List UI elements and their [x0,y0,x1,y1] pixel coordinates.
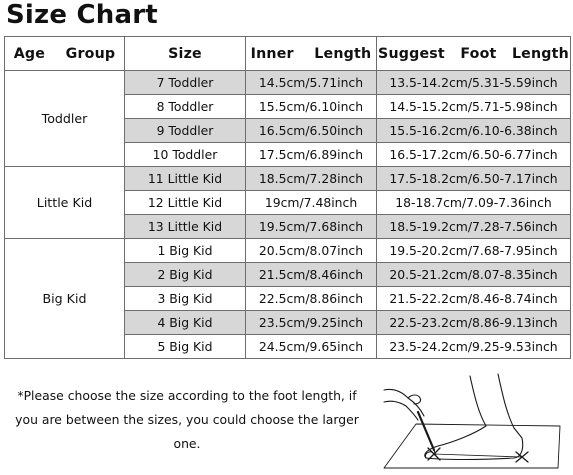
foot-length-cell: 23.5-24.2cm/9.25-9.53inch [377,335,571,359]
age-group-cell: Little Kid [5,167,125,239]
inner-length-cell: 23.5cm/9.25inch [246,311,377,335]
header-inner-length: Inner Length [246,37,377,71]
foot-length-cell: 18.5-19.2cm/7.28-7.56inch [377,215,571,239]
inner-length-cell: 18.5cm/7.28inch [246,167,377,191]
sizing-note [12,384,362,456]
foot-length-cell: 19.5-20.2cm/7.68-7.95inch [377,239,571,263]
foot-length-cell: 17.5-18.2cm/6.50-7.17inch [377,167,571,191]
size-cell: 10 Toddler [125,143,246,167]
table-header-row [5,37,571,71]
age-group-cell: Big Kid [5,239,125,359]
size-cell: 3 Big Kid [125,287,246,311]
foot-length-cell: 14.5-15.2cm/5.71-5.98inch [377,95,571,119]
inner-length-cell: 19cm/7.48inch [246,191,377,215]
size-cell: 5 Big Kid [125,335,246,359]
age-group-cell: Toddler [5,71,125,167]
foot-length-cell: 16.5-17.2cm/6.50-6.77inch [377,143,571,167]
size-chart-table [4,36,571,359]
inner-length-cell: 16.5cm/6.50inch [246,119,377,143]
inner-length-cell: 22.5cm/8.86inch [246,287,377,311]
inner-length-cell: 20.5cm/8.07inch [246,239,377,263]
inner-length-cell: 19.5cm/7.68inch [246,215,377,239]
note-line: one. [173,436,201,451]
header-age-group: Age Group [5,37,125,71]
size-cell: 4 Big Kid [125,311,246,335]
note-line: *Please choose the size according to the foot length, if [17,388,357,403]
size-cell: 9 Toddler [125,119,246,143]
size-cell: 12 Little Kid [125,191,246,215]
inner-length-cell: 21.5cm/8.46inch [246,263,377,287]
foot-length-cell: 18-18.7cm/7.09-7.36inch [377,191,571,215]
foot-length-cell: 15.5-16.2cm/6.10-6.38inch [377,119,571,143]
size-cell: 7 Toddler [125,71,246,95]
header-suggest-foot-length: Suggest Foot Length [377,37,571,71]
table-row [5,239,571,263]
header-size: Size [125,37,246,71]
page-title: Size Chart [6,0,158,30]
foot-length-cell: 21.5-22.2cm/8.46-8.74inch [377,287,571,311]
foot-length-cell: 22.5-23.2cm/8.86-9.13inch [377,311,571,335]
note-line: you are between the sizes, you could choose the larger [15,412,359,427]
inner-length-cell: 24.5cm/9.65inch [246,335,377,359]
inner-length-cell: 17.5cm/6.89inch [246,143,377,167]
inner-length-cell: 15.5cm/6.10inch [246,95,377,119]
foot-length-cell: 13.5-14.2cm/5.31-5.59inch [377,71,571,95]
size-cell: 2 Big Kid [125,263,246,287]
size-cell: 8 Toddler [125,95,246,119]
table-row [5,167,571,191]
table-row [5,71,571,95]
size-cell: 1 Big Kid [125,239,246,263]
inner-length-cell: 14.5cm/5.71inch [246,71,377,95]
size-cell: 11 Little Kid [125,167,246,191]
foot-measuring-illustration-icon [382,372,562,472]
foot-length-cell: 20.5-21.2cm/8.07-8.35inch [377,263,571,287]
size-cell: 13 Little Kid [125,215,246,239]
